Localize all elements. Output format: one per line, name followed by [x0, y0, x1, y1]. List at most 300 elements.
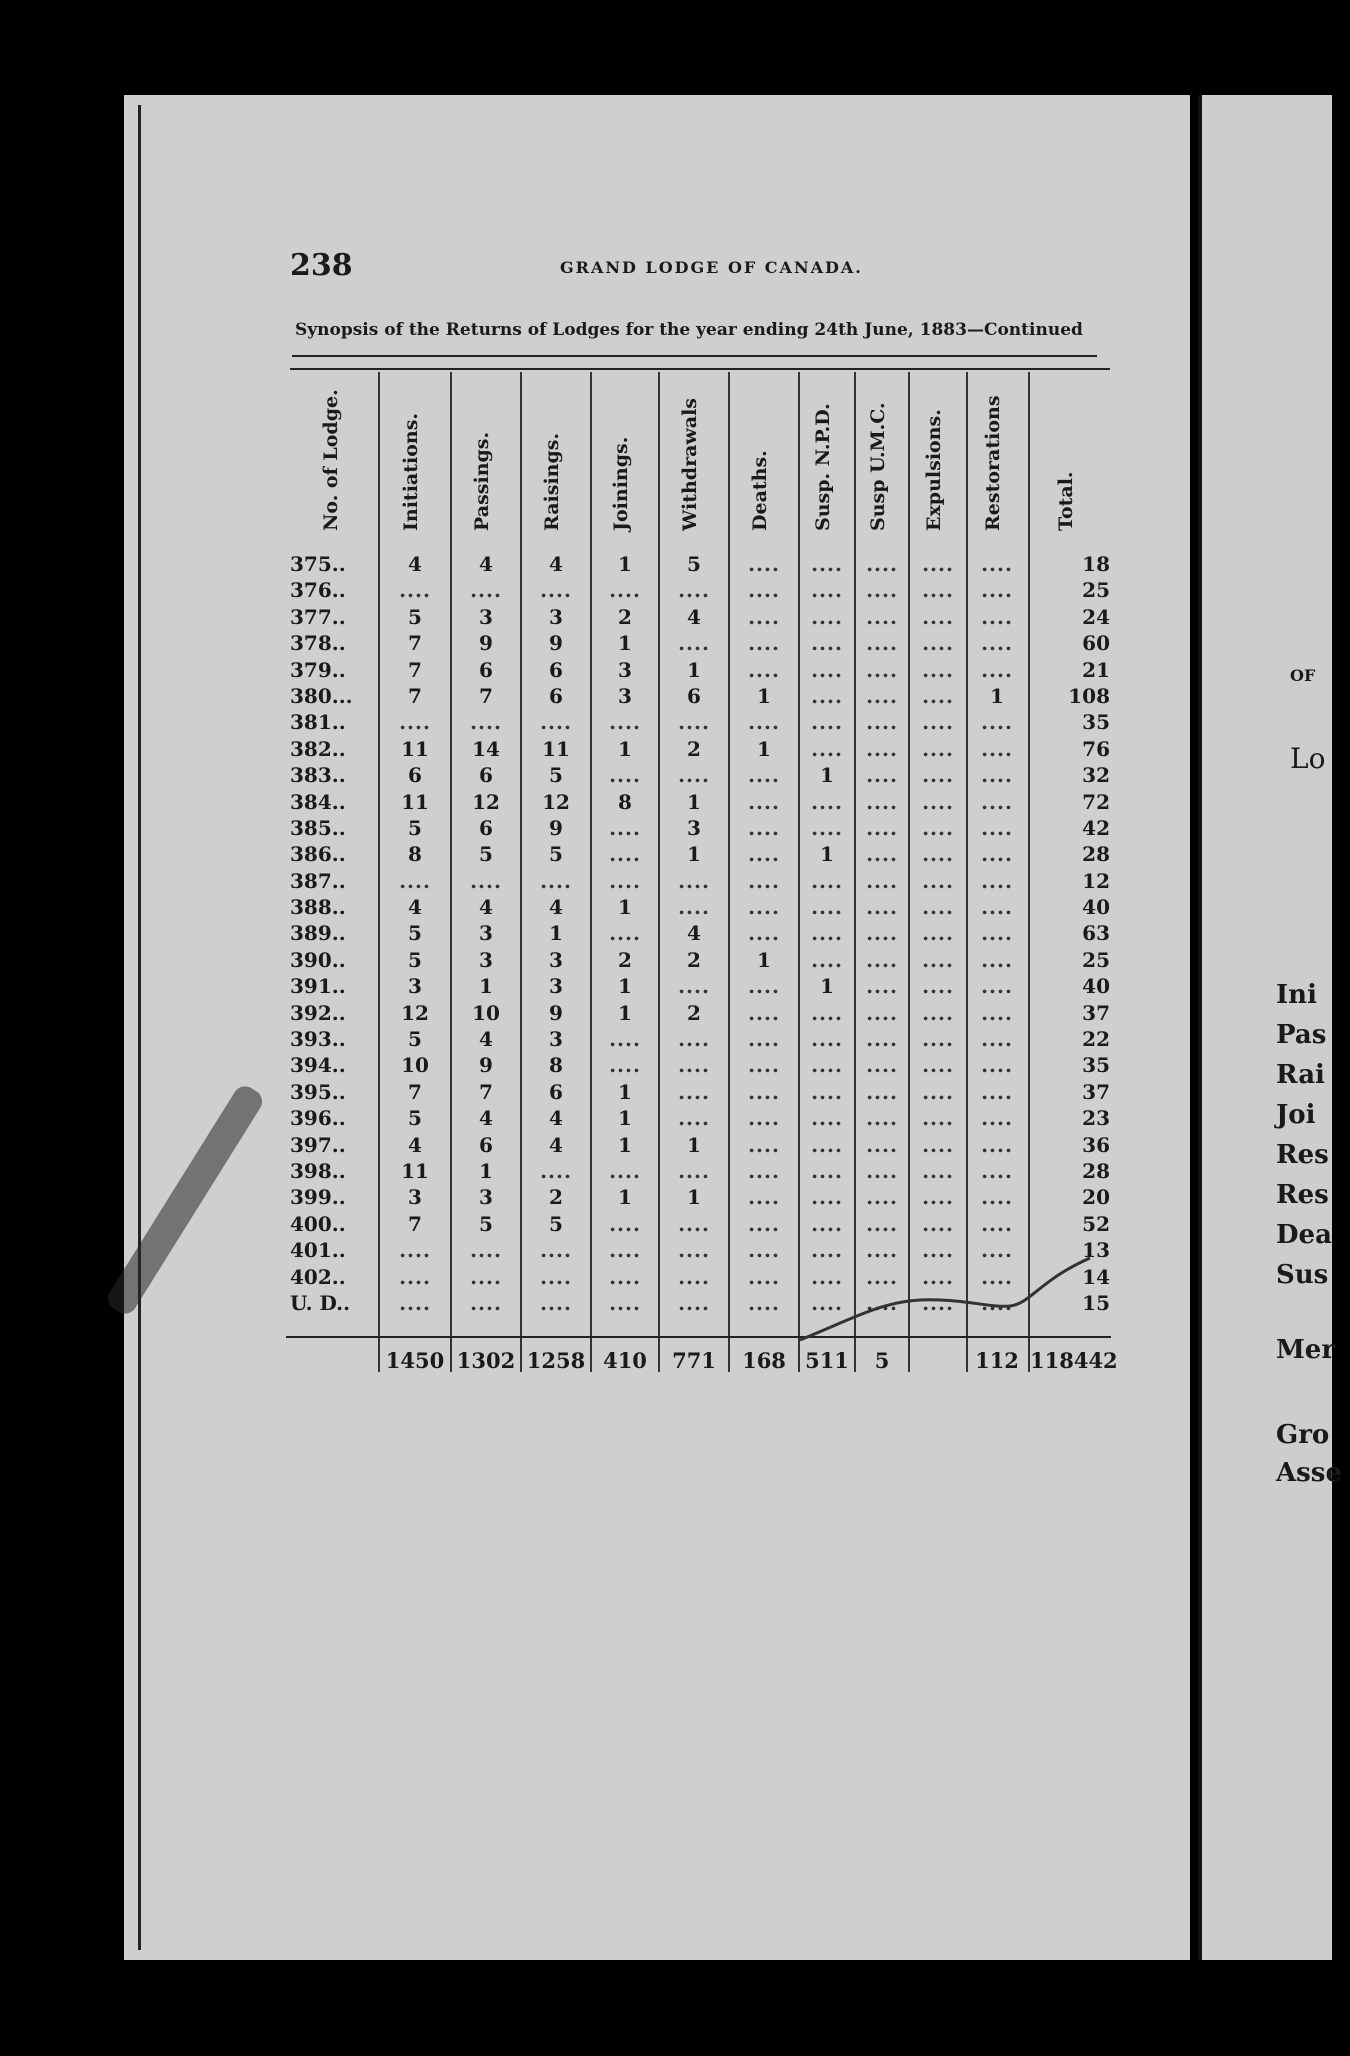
table-row — [290, 790, 1110, 816]
table-cell: 1 — [549, 921, 563, 946]
lodge-number-cell: 379.. — [290, 657, 346, 682]
table-cell: .... — [678, 1264, 710, 1289]
table-cell: 3 — [408, 1185, 422, 1210]
table-cell: .... — [678, 895, 710, 920]
table-cell: .... — [981, 657, 1013, 682]
table-cell: .... — [540, 868, 572, 893]
table-cell: 5 — [479, 1211, 493, 1236]
table-cell: 2 — [618, 604, 632, 629]
column-header: Susp. N.P.D. — [812, 403, 834, 531]
table-cell: .... — [981, 815, 1013, 840]
table-cell: .... — [811, 1158, 843, 1183]
table-cell: 5 — [549, 1211, 563, 1236]
table-cell: .... — [866, 1079, 898, 1104]
table-cell: .... — [866, 683, 898, 708]
table-cell: .... — [609, 868, 641, 893]
margin-fragment: Asse — [1276, 1458, 1342, 1488]
table-cell: .... — [748, 710, 780, 735]
table-cell: .... — [981, 763, 1013, 788]
table-cell: 10 — [401, 1053, 429, 1078]
table-cell: .... — [811, 1079, 843, 1104]
table-cell: .... — [748, 868, 780, 893]
table-cell: .... — [866, 1053, 898, 1078]
table-cell: .... — [811, 631, 843, 656]
table-cell: .... — [748, 1158, 780, 1183]
table-cell: 1 — [687, 842, 701, 867]
table-cell: 3 — [479, 947, 493, 972]
table-cell: .... — [678, 763, 710, 788]
table-cell: .... — [609, 815, 641, 840]
table-cell: .... — [470, 1290, 502, 1315]
table-cell: .... — [811, 552, 843, 576]
table-cell: 7 — [408, 657, 422, 682]
table-cell: .... — [866, 1027, 898, 1052]
table-cell: 14 — [472, 736, 500, 761]
table-cell: .... — [981, 631, 1013, 656]
lodge-number-cell: 397.. — [290, 1132, 346, 1157]
table-cell: .... — [981, 921, 1013, 946]
table-cell: .... — [866, 1132, 898, 1157]
lodge-number-cell: 389.. — [290, 921, 346, 946]
lodge-number-cell: 390.. — [290, 947, 346, 972]
table-cell: 4 — [549, 1132, 563, 1157]
table-row — [290, 1133, 1110, 1159]
table-cell: .... — [470, 710, 502, 735]
page-left-rule — [138, 105, 141, 1950]
table-cell: .... — [748, 1000, 780, 1025]
total-cell: 410 — [603, 1348, 647, 1373]
table-cell: 1 — [757, 736, 771, 761]
table-cell: .... — [811, 657, 843, 682]
table-cell: .... — [866, 921, 898, 946]
table-cell: .... — [922, 974, 954, 999]
table-cell: .... — [678, 1158, 710, 1183]
caption-rule — [292, 355, 1097, 357]
lodge-number-cell: 385.. — [290, 815, 346, 840]
table-cell: 4 — [479, 552, 493, 576]
table-cell: .... — [981, 789, 1013, 814]
table-cell: 1 — [618, 1079, 632, 1104]
table-cell: .... — [609, 1264, 641, 1289]
table-row — [290, 631, 1110, 657]
table-cell: .... — [748, 842, 780, 867]
table-cell: .... — [922, 1158, 954, 1183]
total-cell: 1450 — [385, 1348, 445, 1373]
table-cell: 3 — [549, 1027, 563, 1052]
table-cell: 28 — [1082, 842, 1110, 867]
table-cell: 3 — [549, 974, 563, 999]
table-cell: .... — [981, 1238, 1013, 1263]
table-cell: 2 — [618, 947, 632, 972]
table-cell: .... — [981, 1185, 1013, 1210]
margin-fragment: Pas — [1276, 1020, 1327, 1050]
table-cell: 7 — [408, 1079, 422, 1104]
table-cell: 13 — [1082, 1238, 1110, 1263]
table-cell: .... — [866, 895, 898, 920]
table-cell: .... — [922, 710, 954, 735]
table-row — [290, 1001, 1110, 1027]
table-cell: .... — [748, 1238, 780, 1263]
table-cell: .... — [748, 1106, 780, 1131]
table-cell: 4 — [479, 1106, 493, 1131]
table-cell: .... — [748, 657, 780, 682]
table-cell: .... — [866, 842, 898, 867]
margin-fragment: Sus — [1276, 1260, 1329, 1290]
table-cell: 11 — [401, 736, 429, 761]
table-cell: .... — [922, 657, 954, 682]
table-cell: 4 — [479, 1027, 493, 1052]
table-cell: .... — [811, 736, 843, 761]
table-cell: .... — [866, 710, 898, 735]
table-cell: .... — [981, 974, 1013, 999]
table-cell: 2 — [549, 1185, 563, 1210]
lodge-number-cell: 392.. — [290, 1000, 346, 1025]
table-cell: 7 — [479, 683, 493, 708]
column-header: Initiations. — [400, 412, 422, 531]
table-cell: .... — [922, 552, 954, 576]
table-cell: 6 — [479, 815, 493, 840]
table-cell: .... — [811, 815, 843, 840]
table-cell: .... — [609, 1053, 641, 1078]
table-cell: 23 — [1082, 1106, 1110, 1131]
table-cell: 3 — [479, 921, 493, 946]
table-cell: .... — [981, 552, 1013, 576]
table-cell: 6 — [479, 657, 493, 682]
margin-fragment: Lo — [1290, 742, 1326, 775]
table-cell: .... — [748, 1132, 780, 1157]
lodge-number-cell: 375.. — [290, 552, 346, 576]
table-cell: .... — [922, 842, 954, 867]
table-cell: 37 — [1082, 1079, 1110, 1104]
table-cell: .... — [811, 1211, 843, 1236]
table-cell: .... — [609, 578, 641, 603]
table-cell: .... — [609, 842, 641, 867]
table-cell: .... — [981, 1158, 1013, 1183]
table-cell: 3 — [618, 657, 632, 682]
table-cell: 3 — [479, 604, 493, 629]
margin-fragment: Res — [1276, 1140, 1329, 1170]
column-header: Raisings. — [541, 432, 563, 531]
table-cell: 5 — [549, 763, 563, 788]
table-cell: 6 — [549, 1079, 563, 1104]
table-cell: 6 — [687, 683, 701, 708]
table-cell: .... — [811, 1185, 843, 1210]
table-cell: .... — [609, 1211, 641, 1236]
table-cell: 11 — [401, 1158, 429, 1183]
table-cell: .... — [811, 578, 843, 603]
table-cell: .... — [811, 1106, 843, 1131]
total-cell: 511 — [805, 1348, 849, 1373]
table-cell: 7 — [408, 683, 422, 708]
table-cell: .... — [748, 552, 780, 576]
table-row — [290, 816, 1110, 842]
table-cell: 76 — [1082, 736, 1110, 761]
table-cell: .... — [609, 763, 641, 788]
table-cell: 11 — [542, 736, 570, 761]
table-cell: .... — [981, 842, 1013, 867]
table-cell: .... — [678, 710, 710, 735]
table-cell: 3 — [618, 683, 632, 708]
total-cell: 112 — [975, 1348, 1019, 1373]
table-cell: 1 — [479, 974, 493, 999]
table-cell: .... — [811, 789, 843, 814]
lodge-number-cell: 383.. — [290, 763, 346, 788]
table-cell: .... — [922, 895, 954, 920]
table-cell: .... — [540, 1158, 572, 1183]
total-cell: 168 — [742, 1348, 786, 1373]
table-cell: .... — [811, 868, 843, 893]
table-cell: .... — [748, 1053, 780, 1078]
table-row — [290, 578, 1110, 604]
table-cell: .... — [866, 763, 898, 788]
table-cell: .... — [748, 1027, 780, 1052]
table-cell: 5 — [408, 947, 422, 972]
table-cell: 1 — [757, 683, 771, 708]
table-cell: 6 — [479, 763, 493, 788]
table-cell: .... — [981, 1027, 1013, 1052]
table-cell: 5 — [687, 552, 701, 576]
table-cell: 1 — [687, 657, 701, 682]
table-cell: .... — [866, 552, 898, 576]
table-cell: 2 — [687, 1000, 701, 1025]
column-header: Deaths. — [749, 450, 771, 531]
table-cell: .... — [981, 868, 1013, 893]
table-cell: .... — [922, 1053, 954, 1078]
table-cell: 1 — [618, 736, 632, 761]
table-cell: .... — [811, 1027, 843, 1052]
table-cell: .... — [866, 1000, 898, 1025]
lodge-number-cell: 378.. — [290, 631, 346, 656]
table-cell: 32 — [1082, 763, 1110, 788]
table-cell: 4 — [479, 895, 493, 920]
table-cell: .... — [981, 604, 1013, 629]
table-cell: .... — [922, 1000, 954, 1025]
total-cell: 1302 — [456, 1348, 516, 1373]
table-cell: .... — [922, 1185, 954, 1210]
table-cell: 1 — [820, 842, 834, 867]
lodge-number-cell: 382.. — [290, 736, 346, 761]
lodge-number-cell: 387.. — [290, 868, 346, 893]
table-cell: 7 — [408, 1211, 422, 1236]
table-row — [290, 1159, 1110, 1185]
table-cell: .... — [922, 578, 954, 603]
table-cell: .... — [399, 1238, 431, 1263]
table-cell: .... — [748, 789, 780, 814]
table-cell: .... — [922, 1027, 954, 1052]
table-cell: .... — [922, 763, 954, 788]
table-row — [290, 974, 1110, 1000]
table-row — [290, 552, 1110, 578]
table-cell: .... — [540, 1238, 572, 1263]
table-cell: .... — [609, 710, 641, 735]
table-cell: .... — [811, 895, 843, 920]
table-cell: .... — [811, 1264, 843, 1289]
table-cell: .... — [922, 1290, 954, 1315]
table-cell: .... — [922, 631, 954, 656]
table-cell: 42 — [1082, 815, 1110, 840]
table-cell: .... — [748, 815, 780, 840]
lodge-number-cell: 377.. — [290, 604, 346, 629]
table-cell: 52 — [1082, 1211, 1110, 1236]
table-cell: .... — [748, 763, 780, 788]
table-cell: 4 — [549, 895, 563, 920]
table-cell: 4 — [408, 552, 422, 576]
table-cell: 3 — [549, 947, 563, 972]
table-cell: .... — [540, 710, 572, 735]
table-cell: .... — [540, 1290, 572, 1315]
table-cell: .... — [609, 1027, 641, 1052]
table-cell: 35 — [1082, 1053, 1110, 1078]
table-cell: 22 — [1082, 1027, 1110, 1052]
table-cell: .... — [922, 736, 954, 761]
table-cell: 1 — [618, 1000, 632, 1025]
table-cell: .... — [811, 921, 843, 946]
table-cell: 6 — [549, 657, 563, 682]
table-cell: 1 — [820, 763, 834, 788]
table-cell: .... — [981, 578, 1013, 603]
margin-fragment: Dea — [1276, 1220, 1332, 1250]
table-cell: 1 — [618, 895, 632, 920]
table-cell: .... — [922, 1211, 954, 1236]
table-cell: .... — [866, 868, 898, 893]
table-cell: 9 — [479, 1053, 493, 1078]
table-cell: 1 — [618, 1132, 632, 1157]
table-cell: 1 — [618, 1185, 632, 1210]
table-cell: .... — [866, 974, 898, 999]
lodge-number-cell: 396.. — [290, 1106, 346, 1131]
table-cell: .... — [922, 1106, 954, 1131]
table-cell: .... — [981, 1000, 1013, 1025]
table-row — [290, 605, 1110, 631]
table-cell: .... — [678, 1238, 710, 1263]
table-cell: 1 — [618, 974, 632, 999]
table-cell: .... — [981, 1079, 1013, 1104]
table-cell: 36 — [1082, 1132, 1110, 1157]
table-cell: .... — [981, 1211, 1013, 1236]
table-cell: 7 — [408, 631, 422, 656]
table-cell: .... — [981, 1132, 1013, 1157]
table-cell: .... — [866, 947, 898, 972]
table-cell: .... — [866, 1264, 898, 1289]
table-cell: 72 — [1082, 789, 1110, 814]
margin-fragment: Mer — [1276, 1335, 1336, 1365]
table-cell: 4 — [687, 604, 701, 629]
table-cell: .... — [922, 1079, 954, 1104]
table-row — [290, 1027, 1110, 1053]
margin-fragment: Joi — [1276, 1100, 1316, 1130]
table-cell: .... — [866, 578, 898, 603]
column-header: Withdrawals — [679, 398, 701, 531]
table-cell: .... — [866, 815, 898, 840]
totals-row — [290, 1348, 1118, 1378]
table-cell: .... — [748, 1211, 780, 1236]
column-header: Passings. — [471, 431, 493, 531]
table-cell: 8 — [549, 1053, 563, 1078]
table-cell: 1 — [618, 552, 632, 576]
lodge-number-cell: 394.. — [290, 1053, 346, 1078]
table-cell: .... — [922, 1264, 954, 1289]
table-cell: 25 — [1082, 578, 1110, 603]
table-cell: .... — [981, 1106, 1013, 1131]
lodge-number-cell: 402.. — [290, 1264, 346, 1289]
table-cell: .... — [748, 578, 780, 603]
table-cell: 1 — [820, 974, 834, 999]
table-row — [290, 684, 1110, 710]
table-cell: 8 — [618, 789, 632, 814]
table-cell: 1 — [618, 1106, 632, 1131]
column-header: Total. — [1055, 471, 1077, 531]
table-cell: 1 — [687, 1132, 701, 1157]
table-cell: 6 — [479, 1132, 493, 1157]
total-cell: 771 — [672, 1348, 716, 1373]
table-cell: .... — [678, 868, 710, 893]
lodge-number-cell: 376.. — [290, 578, 346, 603]
table-cell: 1 — [618, 631, 632, 656]
table-cell: 5 — [408, 815, 422, 840]
table-cell: 9 — [549, 631, 563, 656]
table-cell: 6 — [549, 683, 563, 708]
table-cell: .... — [866, 1211, 898, 1236]
table-cell: 18 — [1082, 552, 1110, 576]
table-cell: .... — [748, 1290, 780, 1315]
total-cell: 5 — [874, 1348, 890, 1373]
lodge-number-cell: 380... — [290, 683, 353, 708]
table-cell: .... — [811, 1053, 843, 1078]
table-row — [290, 1106, 1110, 1132]
table-cell: .... — [922, 815, 954, 840]
table-cell: 12 — [1082, 868, 1110, 893]
table-cell: 5 — [408, 1027, 422, 1052]
table-cell: .... — [922, 947, 954, 972]
table-cell: .... — [866, 631, 898, 656]
table-cell: .... — [981, 947, 1013, 972]
table-cell: .... — [981, 1290, 1013, 1315]
table-cell: .... — [811, 1132, 843, 1157]
margin-fragment: Ini — [1276, 980, 1317, 1010]
lodge-number-cell: 391.. — [290, 974, 346, 999]
lodge-number-cell: 381.. — [290, 710, 346, 735]
table-cell: .... — [748, 1264, 780, 1289]
table-cell: 10 — [472, 1000, 500, 1025]
running-head: GRAND LODGE OF CANADA. — [560, 258, 863, 277]
column-header: Susp U.M.C. — [867, 402, 889, 531]
table-cell: .... — [981, 710, 1013, 735]
table-cell: .... — [470, 868, 502, 893]
table-cell: 12 — [472, 789, 500, 814]
table-cell: 1 — [687, 789, 701, 814]
lodge-number-cell: 401.. — [290, 1238, 346, 1263]
table-cell: 4 — [549, 552, 563, 576]
table-cell: .... — [748, 921, 780, 946]
table-cell: .... — [981, 1264, 1013, 1289]
column-header: Joinings. — [610, 436, 632, 531]
table-cell: 4 — [408, 1132, 422, 1157]
table-cell: 37 — [1082, 1000, 1110, 1025]
table-cell: .... — [811, 710, 843, 735]
table-cell: .... — [540, 1264, 572, 1289]
table-cell: 4 — [549, 1106, 563, 1131]
table-cell: 12 — [542, 789, 570, 814]
table-row — [290, 1185, 1110, 1211]
table-cell: 12 — [401, 1000, 429, 1025]
table-cell: .... — [811, 1238, 843, 1263]
margin-fragment: Rai — [1276, 1060, 1325, 1090]
table-cell: .... — [399, 578, 431, 603]
table-cell: 5 — [408, 921, 422, 946]
column-header-row — [290, 370, 1110, 535]
table-cell: .... — [748, 1185, 780, 1210]
table-cell: .... — [922, 868, 954, 893]
